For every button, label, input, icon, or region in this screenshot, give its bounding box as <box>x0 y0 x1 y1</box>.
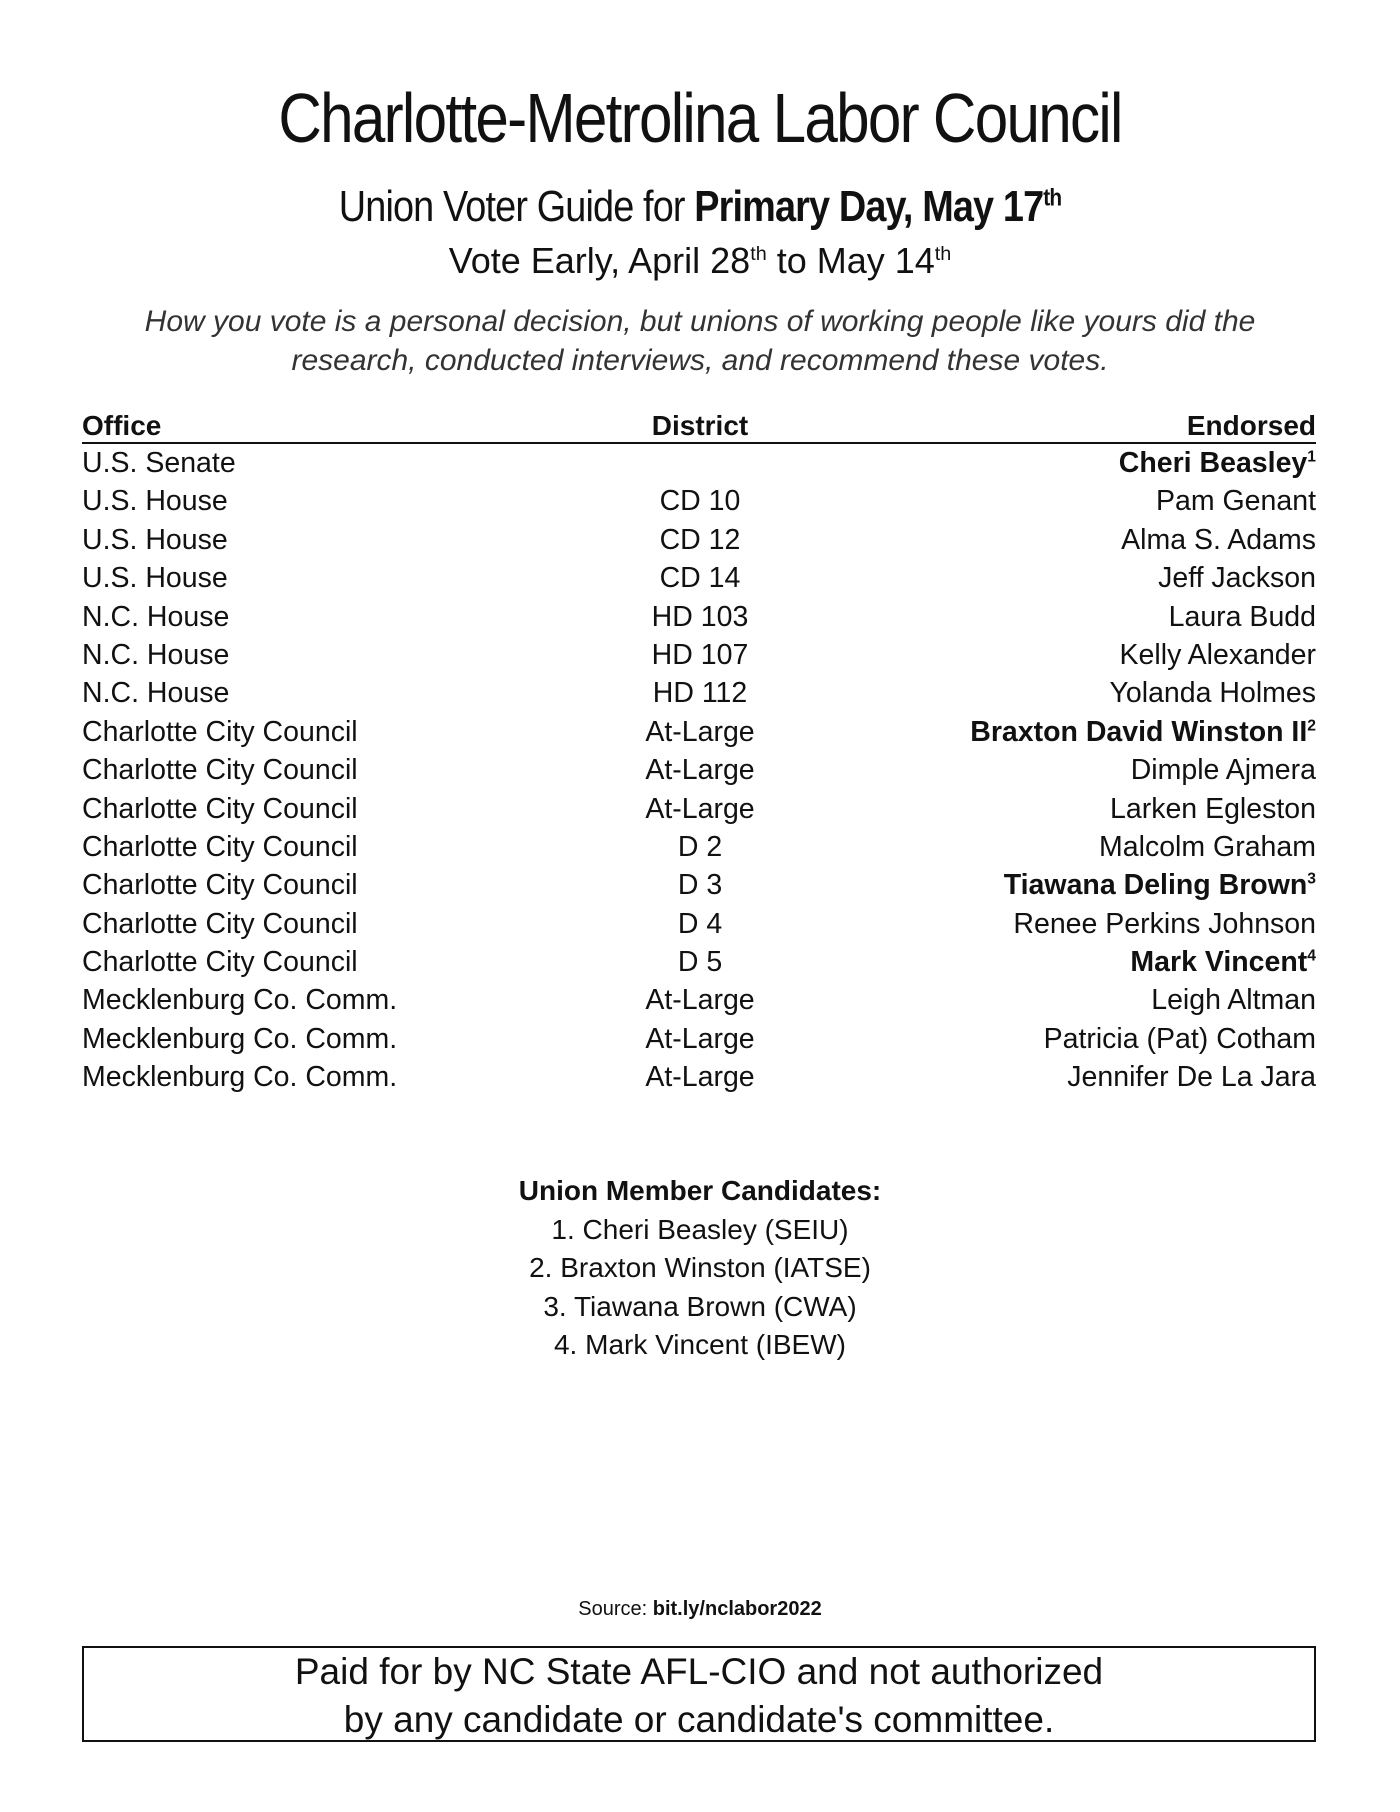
endorsed-cell <box>1120 636 1316 674</box>
office-cell: Mecklenburg Co. Comm. <box>82 984 398 1017</box>
endorsed-name: Leigh Altman <box>1151 984 1316 1017</box>
list-item: 2. Braxton Winston (IATSE) <box>529 1252 871 1283</box>
endorsement-table <box>82 406 1316 1097</box>
early-voting-end: to May 14 <box>766 240 935 281</box>
endorsed-cell <box>1130 943 1316 981</box>
early-voting <box>0 240 1400 282</box>
early-voting-end-sup: th <box>934 243 952 265</box>
district-cell: D 4 <box>677 907 723 940</box>
endorsed-cell <box>1110 790 1316 828</box>
union-member-title: Union Member Candidates: <box>518 1175 882 1206</box>
footnote-marker: 4 <box>1307 947 1316 965</box>
district-cell: D 5 <box>677 946 723 979</box>
list-item: 4. Mark Vincent (IBEW) <box>553 1329 846 1360</box>
district-cell: CD 14 <box>659 562 741 595</box>
list-item: 1. Cheri Beasley (SEIU) <box>551 1213 849 1245</box>
table-row <box>82 444 1316 482</box>
table-row <box>82 1020 1316 1058</box>
endorsed-cell <box>1151 981 1316 1019</box>
table-row <box>82 828 1316 866</box>
primary-day: Primary Day, May 17 <box>694 182 1044 231</box>
source-label: Source: <box>578 1598 653 1620</box>
endorsed-cell <box>1121 521 1316 559</box>
office-cell: Charlotte City Council <box>82 792 358 825</box>
district-cell: D 2 <box>677 830 723 863</box>
district-cell: At-Large <box>645 792 755 825</box>
district-cell: D 3 <box>677 869 723 902</box>
endorsed-name: Renee Perkins Johnson <box>1013 907 1316 940</box>
subtitle-prefix: Union Voter Guide for <box>338 182 695 231</box>
district-cell: CD 12 <box>659 523 741 556</box>
office-cell: Charlotte City Council <box>82 907 358 940</box>
endorsed-name: Patricia (Pat) Cotham <box>1043 1022 1316 1055</box>
table-header <box>82 406 1316 444</box>
table-row <box>82 751 1316 789</box>
table-body <box>82 444 1316 1097</box>
disclaimer-box <box>82 1646 1316 1742</box>
source-line <box>0 1598 1400 1621</box>
intro-text: How you vote is a personal decision, but unions of working people like yours did the research, conducted interviews, and recommend these votes. <box>144 305 1256 377</box>
endorsed-cell <box>1099 828 1316 866</box>
district-cell: At-Large <box>645 1022 755 1055</box>
office-cell: Charlotte City Council <box>82 946 358 979</box>
column-header-office: Office <box>82 410 162 441</box>
table-row <box>82 559 1316 597</box>
office-cell: N.C. House <box>82 638 230 671</box>
district-cell: At-Large <box>645 1061 755 1094</box>
footnote-marker: 3 <box>1307 870 1316 888</box>
endorsed-name: Yolanda Holmes <box>1109 677 1316 710</box>
endorsed-cell <box>1169 598 1316 636</box>
list-item: 3. Tiawana Brown (CWA) <box>543 1290 857 1322</box>
office-cell: Charlotte City Council <box>82 715 358 748</box>
table-row <box>82 636 1316 674</box>
endorsed-name: Malcolm Graham <box>1099 830 1316 863</box>
table-row <box>82 790 1316 828</box>
source-link[interactable]: bit.ly/nclabor2022 <box>652 1598 822 1620</box>
primary-day-sup: th <box>1043 184 1062 212</box>
office-cell: Charlotte City Council <box>82 830 358 863</box>
endorsed-cell <box>970 713 1316 751</box>
office-cell: Mecklenburg Co. Comm. <box>82 1061 398 1094</box>
office-cell: U.S. Senate <box>82 447 236 479</box>
endorsed-name: Tiawana Deling Brown <box>1003 869 1308 902</box>
table-row <box>82 943 1316 981</box>
endorsed-cell <box>1013 905 1316 943</box>
endorsed-name: Jeff Jackson <box>1158 562 1316 595</box>
endorsed-name: Braxton David Winston II <box>970 715 1308 748</box>
column-header-district: District <box>651 410 749 441</box>
page-title: Charlotte-Metrolina Labor Council <box>278 79 1122 157</box>
office-cell: Mecklenburg Co. Comm. <box>82 1022 398 1055</box>
endorsed-cell <box>1119 444 1316 482</box>
office-cell: U.S. House <box>82 485 228 518</box>
early-voting-start-sup: th <box>750 243 767 265</box>
endorsed-name: Dimple Ajmera <box>1130 754 1316 787</box>
district-cell: HD 112 <box>652 677 748 710</box>
district-cell: HD 107 <box>651 638 749 671</box>
early-voting-start: Vote Early, April 28 <box>448 240 751 281</box>
office-cell: Charlotte City Council <box>82 869 358 902</box>
footnote-marker: 2 <box>1307 717 1316 735</box>
table-row <box>82 713 1316 751</box>
endorsed-cell <box>1004 866 1316 904</box>
table-row <box>82 674 1316 712</box>
table-row <box>82 981 1316 1019</box>
endorsed-name: Mark Vincent <box>1130 946 1308 979</box>
district-cell: At-Large <box>645 715 755 748</box>
table-row <box>82 482 1316 520</box>
table-row <box>82 521 1316 559</box>
endorsed-cell <box>1044 1020 1316 1058</box>
endorsed-cell <box>1131 751 1316 789</box>
endorsed-name: Alma S. Adams <box>1121 523 1316 556</box>
footnote-marker: 1 <box>1307 448 1316 466</box>
table-row <box>82 1058 1316 1096</box>
table-row <box>82 866 1316 904</box>
district-cell: CD 10 <box>659 485 741 518</box>
endorsed-name: Jennifer De La Jara <box>1067 1061 1316 1094</box>
endorsed-cell <box>1067 1058 1316 1096</box>
endorsed-name: Cheri Beasley <box>1118 447 1308 479</box>
disclaimer-line-1: Paid for by NC State AFL-CIO and not authorized <box>294 1651 1104 1692</box>
endorsed-name: Kelly Alexander <box>1119 638 1316 671</box>
office-cell: N.C. House <box>82 677 230 710</box>
subtitle <box>98 182 1302 232</box>
office-cell: U.S. House <box>82 523 228 556</box>
office-cell: N.C. House <box>82 600 230 633</box>
endorsed-name: Larken Egleston <box>1110 792 1316 825</box>
district-cell: HD 103 <box>651 600 749 633</box>
endorsed-cell <box>1156 482 1316 520</box>
office-cell: Charlotte City Council <box>82 754 358 787</box>
endorsed-cell <box>1158 559 1316 597</box>
disclaimer-line-2: by any candidate or candidate's committee. <box>343 1699 1055 1740</box>
district-cell: At-Large <box>645 984 755 1017</box>
endorsed-cell <box>1110 674 1317 712</box>
column-header-endorsed: Endorsed <box>1186 410 1316 441</box>
union-member-candidates <box>0 1172 1400 1365</box>
table-row <box>82 905 1316 943</box>
endorsed-name: Laura Budd <box>1168 600 1316 633</box>
district-cell: At-Large <box>645 754 755 787</box>
table-row <box>82 598 1316 636</box>
office-cell: U.S. House <box>82 562 228 595</box>
endorsed-name: Pam Genant <box>1155 485 1316 518</box>
